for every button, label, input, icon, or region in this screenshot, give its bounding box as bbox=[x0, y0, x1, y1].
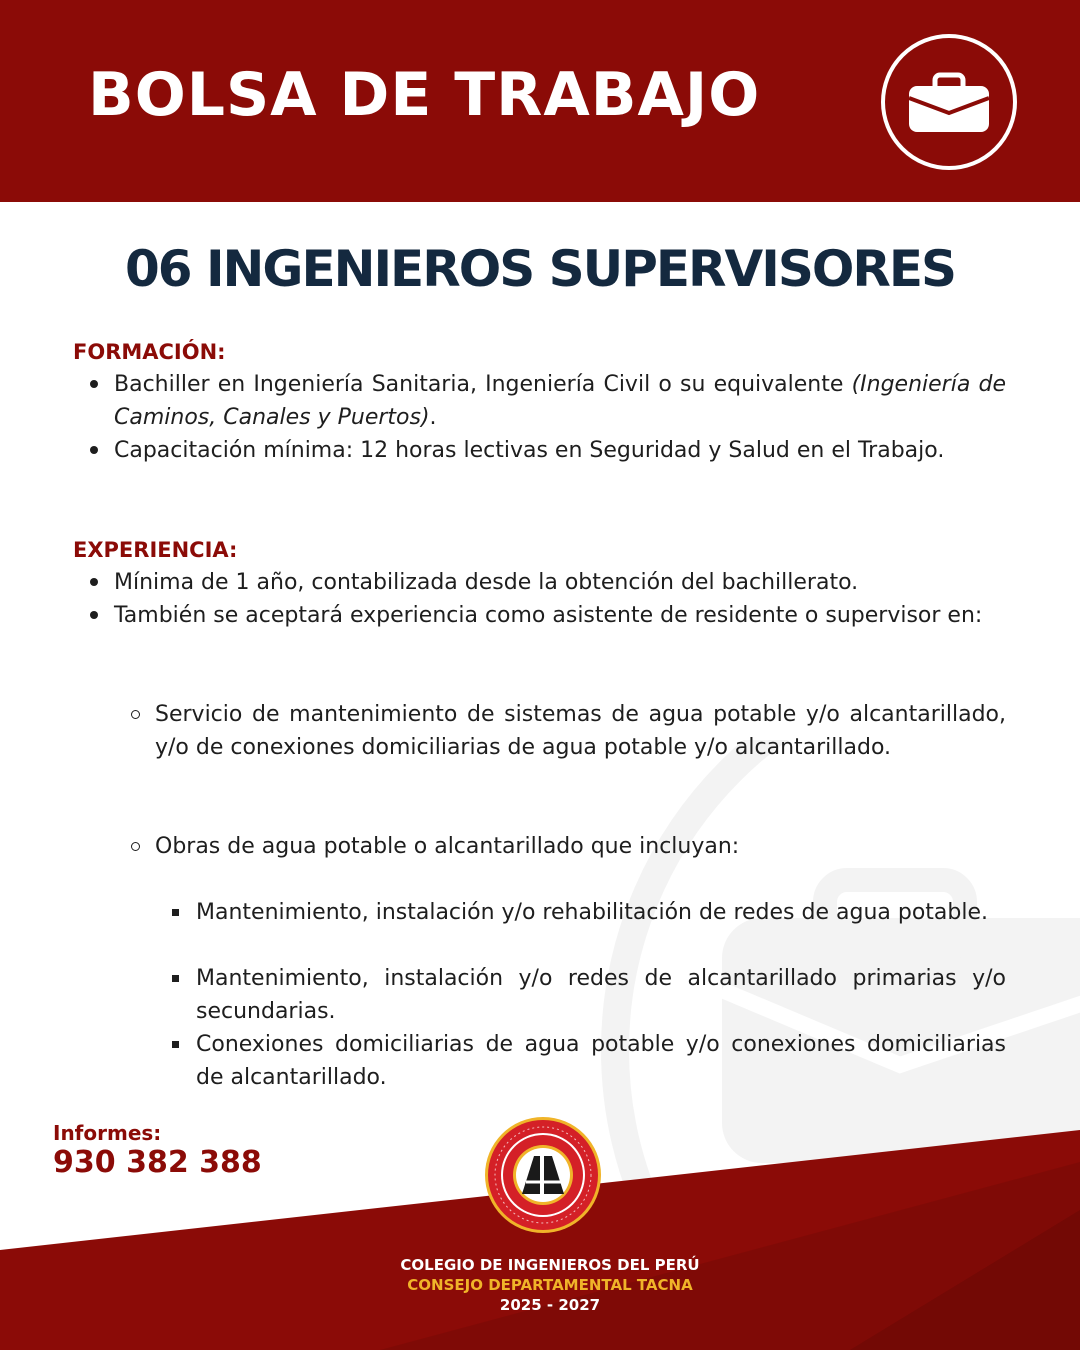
briefcase-icon bbox=[880, 33, 1018, 171]
bullet-dot bbox=[90, 380, 98, 388]
experiencia-item-1: Mínima de 1 año, contabilizada desde la obtención del bachillerato. bbox=[114, 570, 859, 595]
bullet-circle bbox=[131, 710, 140, 719]
org-council: CONSEJO DEPARTAMENTAL TACNA bbox=[407, 1276, 693, 1294]
job-title: 06 INGENIEROS SUPERVISORES bbox=[124, 240, 956, 298]
experiencia-sub2-item-2: Mantenimiento, instalación y/o redes de alcantarillado primarias y/o secundarias. bbox=[196, 966, 1006, 1024]
informes-phone[interactable]: 930 382 388 bbox=[53, 1145, 262, 1180]
bullet-dot bbox=[90, 611, 98, 619]
experiencia-sub-1: Servicio de mantenimiento de sistemas de agua potable y/o alcantarillado, y/o de conexiones domiciliarias de agua potable y/o alcantarillado. bbox=[155, 702, 1006, 760]
org-name: COLEGIO DE INGENIEROS DEL PERÚ bbox=[400, 1256, 700, 1274]
experiencia-sub2-item-3: Conexiones domiciliarias de agua potable y/o conexiones domiciliarias de alcantarillado. bbox=[196, 1032, 1006, 1090]
bullet-dot bbox=[90, 446, 98, 454]
bullet-square bbox=[172, 909, 179, 916]
experiencia-heading: EXPERIENCIA: bbox=[73, 538, 238, 562]
org-period: 2025 - 2027 bbox=[499, 1296, 601, 1314]
header-title: BOLSA DE TRABAJO bbox=[88, 60, 761, 130]
bullet-square bbox=[172, 1041, 179, 1048]
experiencia-sub2-item-1: Mantenimiento, instalación y/o rehabilitación de redes de agua potable. bbox=[196, 900, 988, 925]
formacion-item-1: Bachiller en Ingeniería Sanitaria, Ingeniería Civil o su equivalente (Ingeniería de Caminos, Canales y Puertos). bbox=[114, 372, 1006, 430]
informes-label: Informes: bbox=[53, 1121, 162, 1145]
bullet-circle bbox=[131, 842, 140, 851]
formacion-item-2: Capacitación mínima: 12 horas lectivas en Seguridad y Salud en el Trabajo. bbox=[114, 438, 945, 463]
experiencia-item-2: También se aceptará experiencia como asistente de residente o supervisor en: bbox=[114, 603, 983, 628]
header-banner bbox=[0, 0, 1080, 202]
formacion-heading: FORMACIÓN: bbox=[73, 340, 226, 364]
experiencia-sub-2: Obras de agua potable o alcantarillado que incluyan: bbox=[155, 834, 740, 859]
bullet-dot bbox=[90, 578, 98, 586]
bullet-square bbox=[172, 975, 179, 982]
cip-seal-logo bbox=[484, 1116, 602, 1234]
